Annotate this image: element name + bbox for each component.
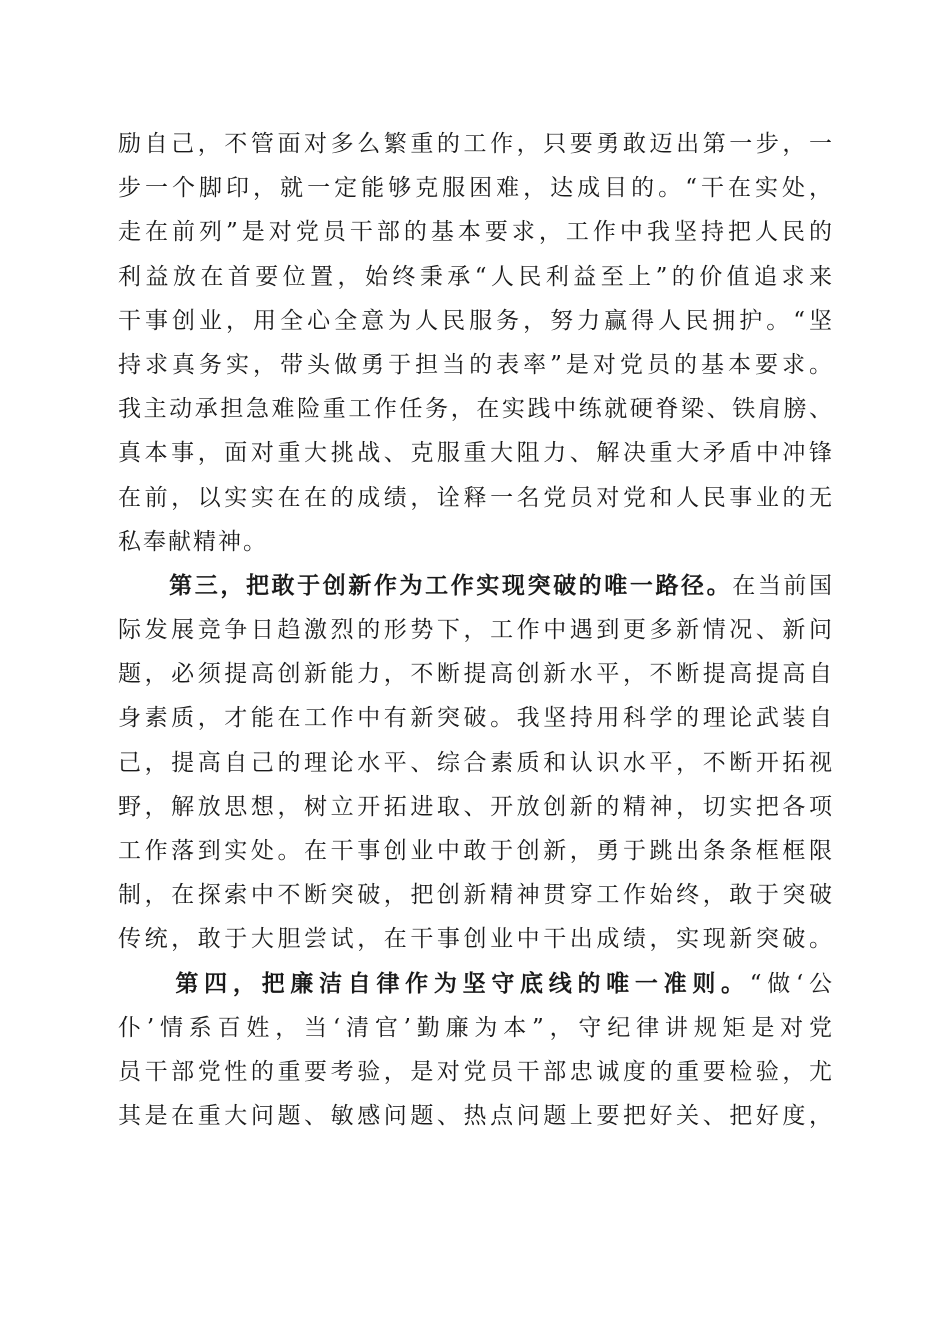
text-line: 真本事，面对重大挑战、克服重大阻力、解决重大矛盾中冲锋	[118, 440, 834, 467]
heading-phrase: 第三，把敢于创新作为工作实现突破的唯一路径。	[118, 571, 733, 599]
body-text	[118, 122, 834, 1138]
text-line: 励自己，不管面对多么繁重的工作，只要勇敢迈出第一步，一	[118, 131, 834, 157]
text-line: 我主动承担急难险重工作任务，在实践中练就硬脊梁、铁肩膀、	[118, 396, 834, 423]
text-line: 利益放在首要位置，始终秉承“人民利益至上”的价值追求来	[118, 263, 834, 290]
text-line: 员干部党性的重要考验，是对党员干部忠诚度的重要检验，尤	[118, 1058, 834, 1085]
section-heading-line: 第四，把廉洁自律作为坚守底线的唯一准则。“做‘公	[118, 969, 834, 997]
text-line: 持求真务实，带头做勇于担当的表率”是对党员的基本要求。	[118, 351, 834, 378]
text-line: 其是在重大问题、敏感问题、热点问题上要把好关、把好度，	[118, 1103, 834, 1130]
text-line: 步一个脚印，就一定能够克服困难，达成目的。“干在实处，	[118, 175, 834, 202]
text-line: 传统，敢于大胆尝试，在干事创业中干出成绩，实现新突破。	[118, 926, 834, 953]
text-line: 身素质，才能在工作中有新突破。我坚持用科学的理论武装自	[118, 705, 834, 732]
heading-phrase: 第四，把廉洁自律作为坚守底线的唯一准则。	[118, 969, 750, 997]
text-line: 工作落到实处。在干事创业中敢于创新，勇于跳出条条框框限	[118, 838, 834, 864]
text-line: 野，解放思想，树立开拓进取、开放创新的精神，切实把各项	[118, 793, 834, 820]
text-line: 际发展竞争日趋激烈的形势下，工作中遇到更多新情况、新问	[118, 617, 834, 644]
section-heading-line: 第三，把敢于创新作为工作实现突破的唯一路径。在当前国	[118, 571, 834, 599]
text-line: 制，在探索中不断突破，把创新精神贯穿工作始终，敢于突破	[118, 882, 834, 909]
text-line: 干事创业，用全心全意为人民服务，努力赢得人民拥护。“坚	[118, 307, 834, 334]
text-line: 在前，以实实在在的成绩，诠释一名党员对党和人民事业的无	[118, 484, 834, 511]
text-line: 题，必须提高创新能力，不断提高创新水平，不断提高提高自	[118, 661, 834, 688]
text-line: 仆’情系百姓，当‘清官’勤廉为本”，守纪律讲规矩是对党	[118, 1014, 834, 1041]
text-line: 己，提高自己的理论水平、综合素质和认识水平，不断开拓视	[118, 749, 834, 776]
text-line: 私奉献精神。	[118, 528, 268, 555]
text-line: 走在前列”是对党员干部的基本要求，工作中我坚持把人民的	[118, 219, 834, 246]
